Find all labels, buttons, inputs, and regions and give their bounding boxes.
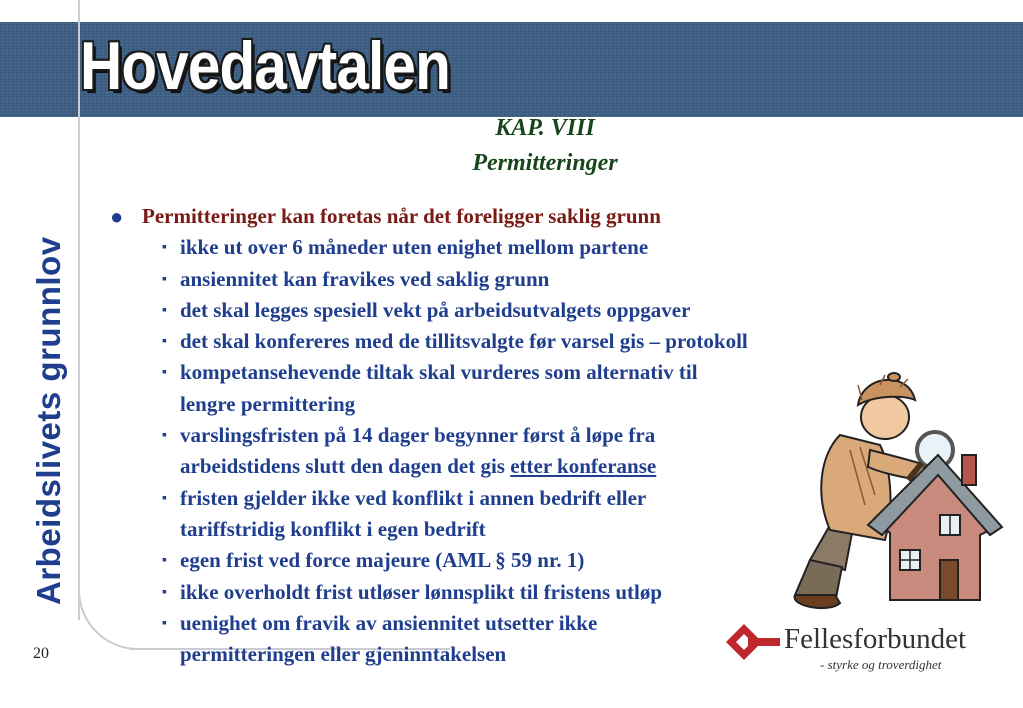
list-item-text: permitteringen eller gjeninntakelsen [180, 642, 507, 667]
list-item-text: kompetansehevende tiltak skal vurderes som alternativ til [180, 360, 698, 385]
square-bullet-icon: ▪ [162, 428, 167, 444]
list-item [110, 295, 910, 326]
sidebar-vertical-label: Arbeidslivets grunnlov [30, 236, 67, 605]
list-item-text: ikke overholdt frist utløser lønnsplikt til fristens utløp [180, 579, 663, 604]
list-item-text: uenighet om fravik av ansiennitet utsetter ikke [180, 610, 598, 635]
list-item [110, 264, 910, 295]
chapter-title: Permitteringer [472, 150, 618, 176]
list-item-text: det skal legges spesiell vekt på arbeidsutvalgets oppgaver [180, 297, 691, 322]
square-bullet-icon: ▪ [162, 271, 167, 287]
slide-number: 20 [33, 645, 49, 662]
bullet-dot-icon: ● [110, 204, 124, 229]
slide-title: Hovedavtalen [80, 28, 450, 104]
square-bullet-icon: ▪ [162, 490, 167, 506]
fellesforbundet-logo [720, 618, 1020, 698]
logo-tagline: - styrke og troverdighet [820, 657, 942, 672]
list-item-text: egen frist ved force majeure (AML § 59 nr. 1) [180, 548, 585, 573]
main-bullet [110, 201, 910, 232]
square-bullet-icon: ▪ [162, 240, 167, 256]
square-bullet-icon: ▪ [162, 553, 167, 569]
list-item [110, 326, 910, 357]
detective-house-icon [790, 355, 1005, 620]
main-bullet-text: Permitteringer kan foretas når det foreligger saklig grunn [142, 204, 661, 228]
list-item-text: ikke ut over 6 måneder uten enighet mellom partene [180, 235, 649, 260]
underlined-phrase: etter konferanse [510, 454, 657, 479]
list-item-text: fristen gjelder ikke ved konflikt i annen bedrift eller [180, 485, 647, 510]
square-bullet-icon: ▪ [162, 615, 167, 631]
fellesforbundet-logo-mark-icon [722, 620, 782, 664]
list-item-text: det skal konfereres med de tillitsvalgte før varsel gis – protokoll [180, 329, 748, 354]
list-item-text: varslingsfristen på 14 dager begynner først å løpe fra [180, 423, 656, 448]
square-bullet-icon: ▪ [162, 302, 167, 318]
square-bullet-icon: ▪ [162, 584, 167, 600]
square-bullet-icon: ▪ [162, 365, 167, 381]
list-item-text: tariffstridig konflikt i egen bedrift [180, 516, 486, 541]
chapter-number: KAP. VIII [495, 115, 595, 141]
square-bullet-icon: ▪ [162, 334, 167, 350]
list-item [110, 232, 910, 263]
list-item-text: lengre permittering [180, 391, 356, 416]
list-item-text: ansiennitet kan fravikes ved saklig grunn [180, 266, 550, 291]
list-item-text-prefix: arbeidstidens slutt den dagen det gis [180, 454, 511, 479]
logo-name: Fellesforbundet [784, 623, 967, 655]
